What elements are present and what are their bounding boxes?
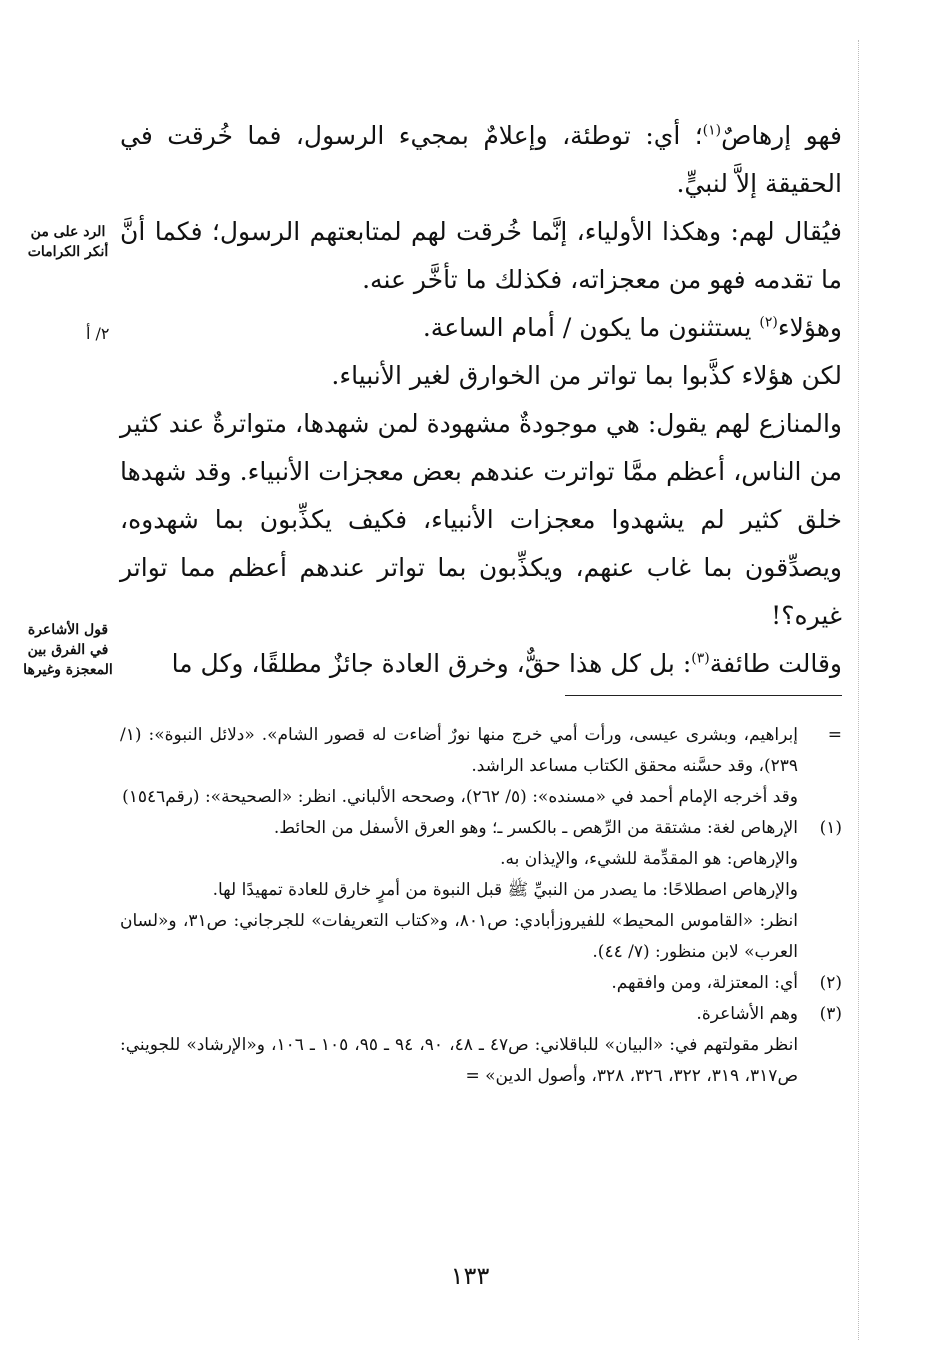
main-text — [120, 112, 842, 688]
footnote-1: (١) الإرهاص لغة: مشتقة من الرِّهص ـ بالكسر ـ؛ وهو العرق الأسفل من الحائط. والإرهاص: هو المقدِّمة للشيء، والإيذان به. والإرهاص اصطلاحًا: ما يصدر من النبيِّ ﷺ قبل النبوة من أمرٍ خارق للعادة تمهيدًا لها. انظر: «القاموس المحيط» للفيروزأبادي: ص٨٠١، و«كتاب التعريفات» للجرجاني: ص٣١، و«لسان العرب» لابن منظور: (٧/ ٤٤). — [120, 813, 842, 968]
margin-note-ashaira: قول الأشاعرة في الفرق بين المعجزة وغيرها — [23, 622, 113, 678]
paragraph-1: فهو إرهاصٌ$^{(١)}$؛ أي: توطئة، وإعلامٌ بمجيء الرسول، فما خُرقت في الحقيقة إلاَّ لنبيٍّ. — [120, 121, 842, 198]
footnote-3-number: (٣) — [819, 1004, 842, 1024]
manuscript-page-ref: ٢/ أ — [86, 324, 110, 343]
footnote-2-number: (٢) — [819, 973, 842, 993]
margin-note-karamat: الرد على من أنكر الكرامات — [27, 224, 109, 260]
footnote-ref-1[interactable]: (١) — [702, 122, 722, 139]
footnote-2: (٢) أي: المعتزلة، ومن وافقهم. — [120, 968, 842, 999]
footnote-ref-2[interactable]: (٢) — [759, 314, 778, 331]
margin-guide-line — [858, 40, 859, 1340]
footnote-cont-1: إبراهيم، وبشرى عيسى، ورأت أمي خرج منها نورٌ أضاءت له قصور الشام». «دلائل النبوة»: (١/ ٢٣٩)، وقد حسَّنه محقق الكتاب مساعد الراشد. — [120, 725, 798, 776]
footnotes — [120, 720, 842, 1092]
footnote-continuation — [120, 720, 842, 813]
footnote-3: (٣) وهم الأشاعرة. انظر مقولتهم في: «البيان» للباقلاني: ص٤٧ ـ ٤٨، ٩٠، ٩٤ ـ ٩٥، ١٠٥ ـ ١٠٦، و«الإرشاد» للجويني: ص٣١٧، ٣١٩، ٣٢٢، ٣٢٦، ٣٢٨، وأصول الدين» = — [120, 999, 842, 1092]
paragraph-3: وهؤلاء$^{(٢)}$ يستثنون ما يكون / أمام الساعة. — [422, 313, 842, 342]
continuation-mark: = — [827, 725, 842, 745]
paragraph-5: والمنازع لهم يقول: هي موجودةٌ مشهودة لمن شهدها، متواترةٌ عند كثير من الناس، أعظم ممَّا تواترت عندهم بعض معجزات الأنبياء. وقد شهدها خلق كثير لم يشهدوا معجزات الأنبياء، فكيف يكذِّبون بما شهدوه، ويصدِّقون بما غاب عنهم، ويكذِّبون بما تواتر عندهم أعظم مما تواتر غيره؟! — [120, 409, 842, 630]
footnote-separator — [565, 695, 842, 696]
page-number: ١٣٣ — [450, 1262, 490, 1290]
footnote-cont-2: وقد أخرجه الإمام أحمد في «مسنده»: (٥/ ٢٦٢)، وصححه الألباني. انظر: «الصحيحة»: (رقم١٥٤٦) — [122, 787, 798, 807]
paragraph-2: فيُقال لهم: وهكذا الأولياء، إنَّما خُرقت لهم لمتابعتهم الرسول؛ فكما أنَّ ما تقدمه فهو من معجزاته، فكذلك ما تأخَّر عنه. — [120, 217, 842, 294]
paragraph-4: لكن هؤلاء كذَّبوا بما تواتر من الخوارق لغير الأنبياء. — [331, 361, 842, 390]
paragraph-6: وقالت طائفة$^{(٣)}$: بل كل هذا حقٌّ، وخرق العادة جائزٌ مطلقًا، وكل ما — [171, 649, 842, 678]
footnote-ref-3[interactable]: (٣) — [691, 650, 710, 667]
footnote-1-number: (١) — [819, 818, 842, 838]
